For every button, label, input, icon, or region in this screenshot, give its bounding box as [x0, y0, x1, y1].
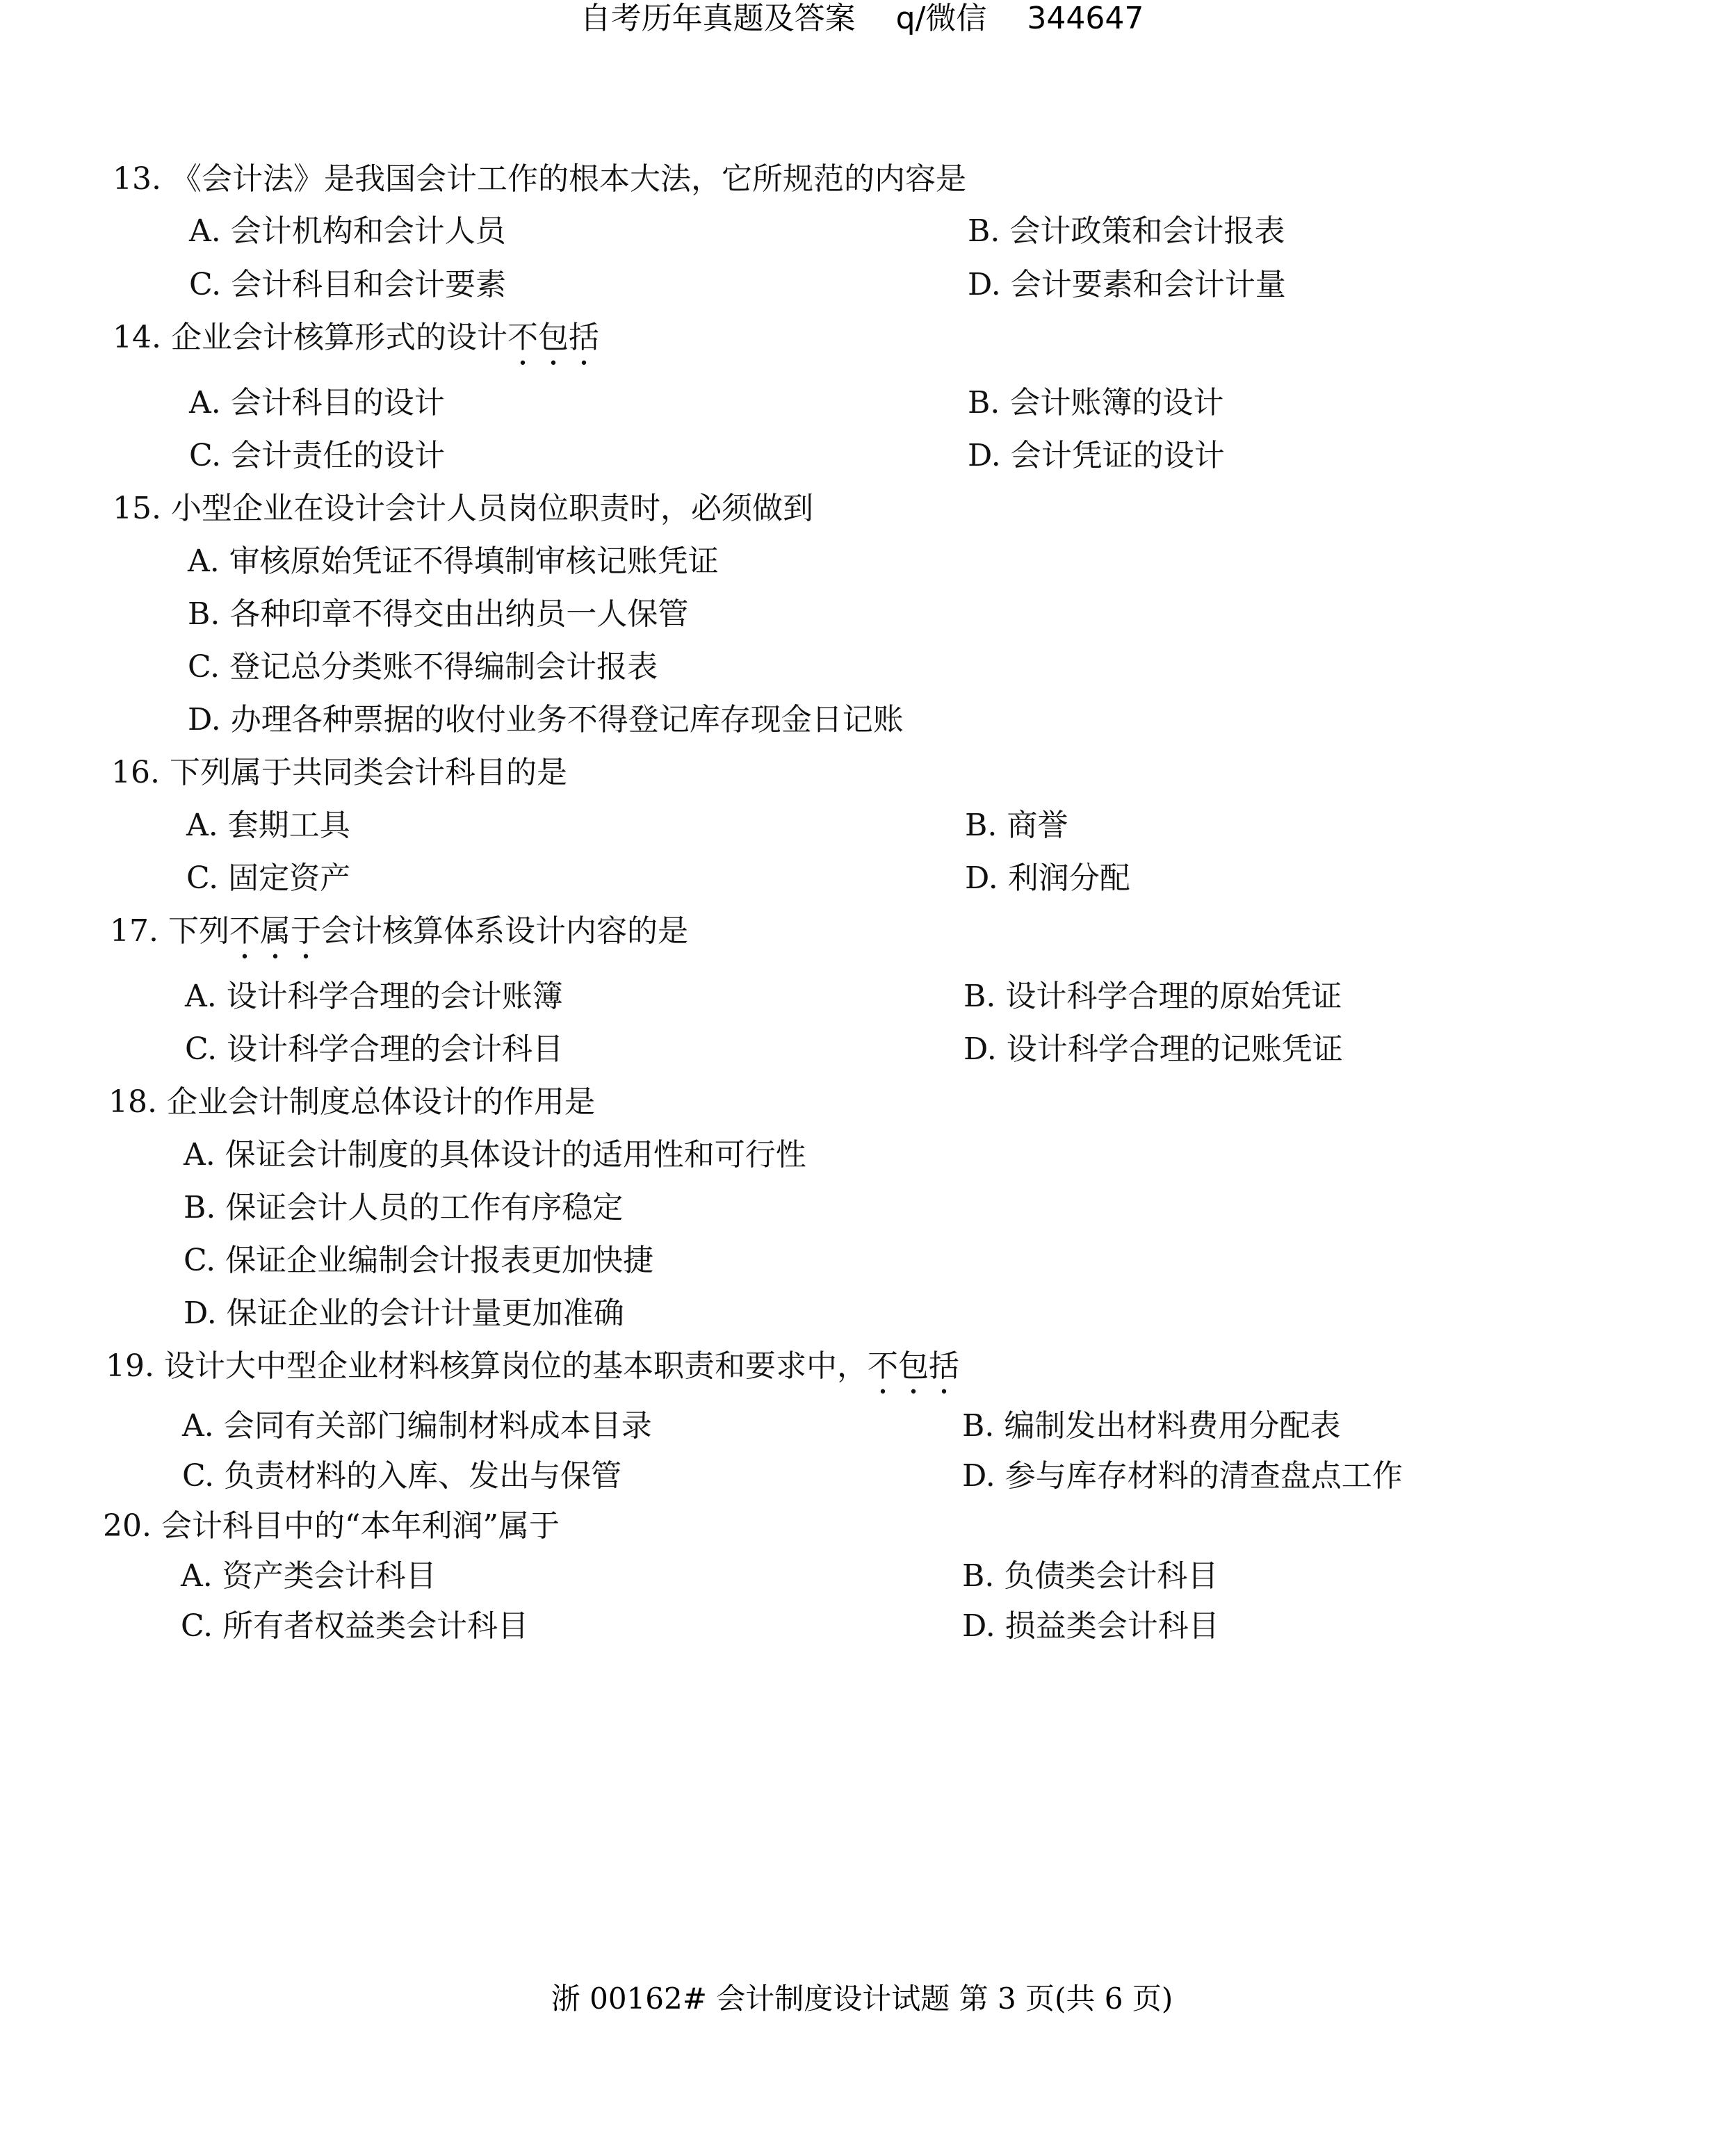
option-b: B. 负债类会计科目	[962, 1558, 1219, 1594]
question-text: 下列属于共同类会计科目的是	[169, 755, 567, 790]
option-d: D. 利润分配	[965, 860, 1130, 896]
question-text: 企业会计制度总体设计的作用是	[166, 1084, 595, 1120]
header-contact-label: q/微信	[895, 1, 987, 36]
option-d: D. 会计要素和会计计量	[968, 267, 1286, 302]
option-b: B. 会计账簿的设计	[968, 385, 1224, 420]
question-stem: 14. 企业会计核算形式的设计不包括	[113, 320, 599, 355]
question-number: 17.	[110, 913, 158, 949]
question-stem: 17. 下列不属于会计核算体系设计内容的是	[110, 913, 688, 949]
emphasis-text: 不包括	[507, 320, 599, 355]
option-d: D. 办理各种票据的收付业务不得登记库存现金日记账	[188, 702, 904, 737]
question-number: 19.	[106, 1348, 154, 1384]
option-b: B. 各种印章不得交由出纳员一人保管	[188, 596, 689, 632]
question-text: 《会计法》是我国会计工作的根本大法，它所规范的内容是	[170, 161, 966, 197]
question-stem	[113, 160, 966, 199]
option-b: B. 保证会计人员的工作有序稳定	[184, 1190, 624, 1225]
question-number: 18.	[108, 1084, 157, 1120]
question-stem	[108, 1083, 595, 1122]
option-a: A. 套期工具	[186, 808, 350, 843]
option-c: C. 会计责任的设计	[189, 438, 446, 473]
option-b: B. 会计政策和会计报表	[968, 213, 1285, 249]
option-a: A. 会计机构和会计人员	[189, 213, 506, 249]
question-number: 13.	[113, 161, 161, 197]
option-a: A. 会同有关部门编制材料成本目录	[182, 1408, 652, 1444]
question-number: 14.	[113, 320, 161, 355]
option-c: C. 保证企业编制会计报表更加快捷	[184, 1243, 654, 1278]
option-d: D. 设计科学合理的记账凭证	[963, 1031, 1343, 1067]
option-b: B. 商誉	[965, 808, 1068, 843]
question-number: 16.	[111, 755, 160, 790]
option-d: D. 参与库存材料的清查盘点工作	[962, 1458, 1403, 1494]
question-number: 15.	[113, 491, 161, 526]
question-stem	[113, 489, 813, 528]
option-c: C. 负责材料的入库、发出与保管	[182, 1458, 622, 1494]
page-footer: 浙 00162# 会计制度设计试题 第 3 页(共 6 页)	[551, 1982, 1173, 2016]
option-a: A. 保证会计制度的具体设计的适用性和可行性	[184, 1137, 806, 1173]
option-a: A. 设计科学合理的会计账簿	[185, 979, 563, 1014]
emphasis-text: 不属于	[229, 913, 321, 949]
option-c: C. 固定资产	[186, 860, 351, 896]
emphasis-text: 不包括	[867, 1348, 959, 1384]
page-header	[0, 1, 1724, 36]
question-stem	[111, 753, 567, 792]
option-a: A. 审核原始凭证不得填制审核记账凭证	[188, 544, 719, 579]
option-a: A. 资产类会计科目	[181, 1558, 437, 1594]
option-c: C. 所有者权益类会计科目	[181, 1608, 529, 1644]
header-title: 自考历年真题及答案	[580, 1, 856, 36]
option-c: C. 设计科学合理的会计科目	[185, 1031, 564, 1067]
option-c: C. 会计科目和会计要素	[189, 267, 507, 302]
option-d: D. 会计凭证的设计	[968, 438, 1225, 473]
question-text: 会计科目中的“本年利润”属于	[161, 1508, 560, 1544]
question-stem: 19. 设计大中型企业材料核算岗位的基本职责和要求中，不包括	[106, 1348, 959, 1384]
option-a: A. 会计科目的设计	[189, 385, 445, 420]
option-b: B. 设计科学合理的原始凭证	[963, 979, 1342, 1014]
option-d: D. 损益类会计科目	[962, 1608, 1219, 1644]
option-d: D. 保证企业的会计计量更加准确	[184, 1296, 624, 1331]
question-stem	[103, 1507, 560, 1546]
question-number: 20.	[103, 1508, 152, 1544]
option-b: B. 编制发出材料费用分配表	[962, 1408, 1341, 1444]
question-text: 小型企业在设计会计人员岗位职责时，必须做到	[170, 491, 813, 526]
header-contact-number: 344647	[1027, 1, 1144, 36]
option-c: C. 登记总分类账不得编制会计报表	[188, 649, 658, 685]
